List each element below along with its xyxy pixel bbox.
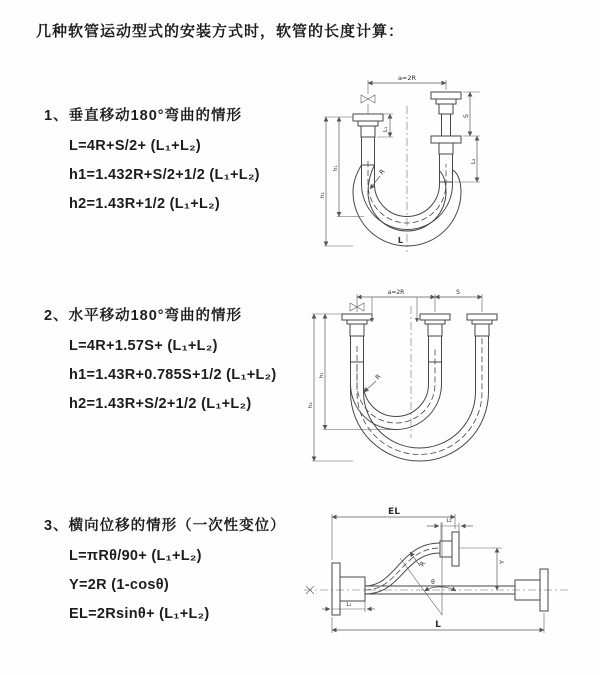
dim-label-r: R <box>373 372 383 382</box>
formula-line: h2=1.43R+S/2+1/2 (L₁+L₂) <box>69 396 252 412</box>
dimension-y <box>459 548 506 590</box>
diagram-vertical-movement <box>300 66 570 258</box>
dim-label-h1: h₁ <box>319 372 325 378</box>
upper-flange <box>440 532 459 566</box>
section-1-heading: 1、垂直移动180°弯曲的情形 <box>44 108 243 124</box>
diagram-horizontal-movement <box>298 286 583 466</box>
dimension-h1-h2 <box>320 117 364 246</box>
dimension-l1 <box>322 598 375 612</box>
formula-line: Y=2R (1-cosθ) <box>69 577 169 593</box>
formula-line: EL=2Rsinθ+ (L₁+L₂) <box>69 606 210 622</box>
right-flange-upper <box>431 92 461 114</box>
dimension-r <box>410 552 428 568</box>
middle-flange <box>420 314 450 336</box>
section-2 <box>44 304 277 412</box>
middle-braided-section <box>429 336 442 362</box>
formula-line: L=4R+S/2+ (L₁+L₂) <box>69 138 201 154</box>
dim-label-l1: L₁ <box>346 602 352 608</box>
dimension-l1 <box>377 114 393 137</box>
formula-line: L=πRθ/90+ (L₁+L₂) <box>69 548 202 564</box>
right-flange <box>467 314 497 336</box>
left-flange <box>342 314 372 336</box>
diagram-lateral-displacement <box>296 500 588 650</box>
formula-line: h1=1.432R+S/2+1/2 (L₁+L₂) <box>69 167 260 183</box>
page-title: 几种软管运动型式的安装方式时，软管的长度计算： <box>36 23 405 40</box>
dim-label-l2: L₂ <box>446 518 452 524</box>
dimension-s-l2 <box>454 92 480 182</box>
dimension-a2r <box>357 289 482 312</box>
dim-label-h1: h₁ <box>333 165 339 171</box>
dim-label-h2: h₂ <box>320 192 326 198</box>
formula-line: h1=1.43R+0.785S+1/2 (L₁+L₂) <box>69 367 277 383</box>
dimension-el <box>332 507 455 560</box>
left-braided-section <box>362 137 375 165</box>
dim-label-s: S <box>456 289 460 296</box>
dimension-length <box>332 613 544 633</box>
dim-label-r: R <box>377 167 387 177</box>
formula-line: L=4R+1.57S+ (L₁+L₂) <box>69 338 218 354</box>
right-braided-section <box>440 154 453 182</box>
section-3-heading: 3、横向位移的情形（一次性变位） <box>44 518 286 534</box>
section-3 <box>44 514 286 622</box>
dim-label-el: EL <box>388 507 400 517</box>
right-flange-lower <box>431 136 461 154</box>
dim-label-y: Y <box>498 560 506 564</box>
formula-line: h2=1.43R+1/2 (L₁+L₂) <box>69 196 221 212</box>
left-flange <box>353 114 383 137</box>
dim-label-h2: h₂ <box>308 402 314 408</box>
dim-label-a2r: a=2R <box>397 74 417 82</box>
dim-label-theta: θ <box>431 579 435 586</box>
section-1 <box>44 104 260 212</box>
dim-label-l1: L₁ <box>383 126 389 132</box>
section-2-heading: 2、水平移动180°弯曲的情形 <box>44 308 243 324</box>
hose-position-1 <box>351 346 442 430</box>
hose-position-2 <box>351 336 489 461</box>
dim-label-s: S <box>463 114 470 118</box>
right-pipe <box>442 114 451 136</box>
dim-label-length: L <box>397 236 403 245</box>
valve-icon <box>361 95 375 114</box>
dimension-l2 <box>427 518 473 541</box>
dim-label-l2: L₂ <box>471 158 477 164</box>
dim-label-length: L <box>435 620 441 630</box>
dim-label-a2r: a=2R <box>387 289 405 296</box>
dimension-r <box>364 372 383 392</box>
dim-label-r: R <box>418 559 428 569</box>
dimension-a2r <box>368 74 446 94</box>
